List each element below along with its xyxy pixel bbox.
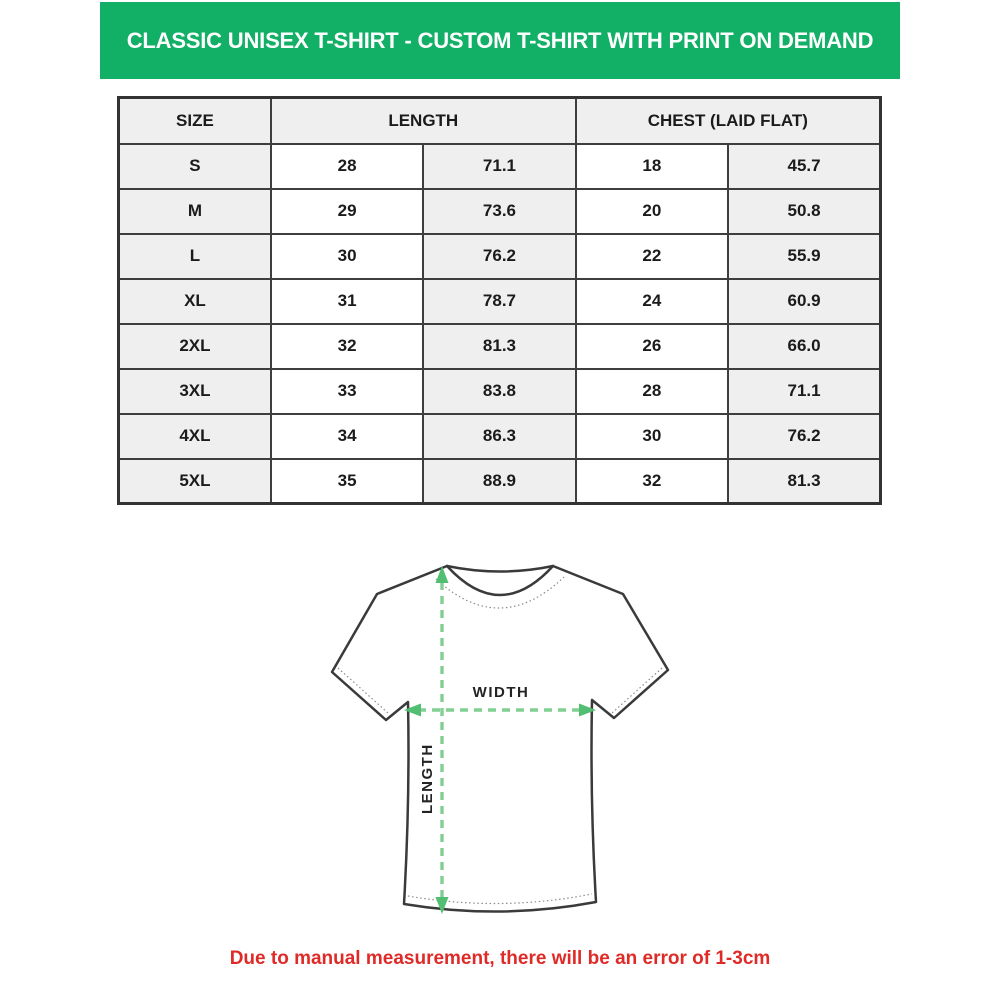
table-row	[119, 414, 881, 459]
chest-cm-cell: 71.1	[728, 369, 880, 414]
length-cm-cell: 83.8	[423, 369, 575, 414]
length-in-cell: 30	[271, 234, 423, 279]
length-cm-cell: 78.7	[423, 279, 575, 324]
size-cell: XL	[119, 279, 271, 324]
size-cell: 2XL	[119, 324, 271, 369]
chest-cm-cell: 50.8	[728, 189, 880, 234]
tshirt-diagram	[320, 550, 680, 940]
col-header-chest: CHEST (LAID FLAT)	[576, 98, 881, 144]
length-in-cell: 35	[271, 459, 423, 504]
length-in-cell: 31	[271, 279, 423, 324]
size-table	[117, 96, 882, 505]
chest-in-cell: 30	[576, 414, 728, 459]
length-in-cell: 32	[271, 324, 423, 369]
chest-in-cell: 32	[576, 459, 728, 504]
length-cm-cell: 88.9	[423, 459, 575, 504]
size-cell: L	[119, 234, 271, 279]
length-cm-cell: 71.1	[423, 144, 575, 189]
chest-in-cell: 20	[576, 189, 728, 234]
table-row	[119, 144, 881, 189]
size-cell: M	[119, 189, 271, 234]
page-title: CLASSIC UNISEX T-SHIRT - CUSTOM T-SHIRT WITH PRINT ON DEMAND	[126, 27, 874, 53]
table-row	[119, 324, 881, 369]
size-cell: S	[119, 144, 271, 189]
length-in-cell: 34	[271, 414, 423, 459]
chest-cm-cell: 55.9	[728, 234, 880, 279]
length-cm-cell: 76.2	[423, 234, 575, 279]
length-in-cell: 28	[271, 144, 423, 189]
length-cm-cell: 81.3	[423, 324, 575, 369]
length-label: LENGTH	[419, 743, 436, 814]
length-cm-cell: 86.3	[423, 414, 575, 459]
table-row	[119, 189, 881, 234]
table-row	[119, 459, 881, 504]
chest-in-cell: 26	[576, 324, 728, 369]
chest-cm-cell: 60.9	[728, 279, 880, 324]
tshirt-outline	[332, 566, 668, 912]
chest-in-cell: 18	[576, 144, 728, 189]
chest-cm-cell: 66.0	[728, 324, 880, 369]
chest-cm-cell: 76.2	[728, 414, 880, 459]
width-label: WIDTH	[472, 684, 530, 701]
table-row	[119, 279, 881, 324]
length-cm-cell: 73.6	[423, 189, 575, 234]
measurement-note-text: Due to manual measurement, there will be an error of 1-3cm	[229, 948, 771, 969]
table-header-row	[119, 98, 881, 144]
title-banner	[100, 2, 900, 79]
col-header-length: LENGTH	[271, 98, 576, 144]
chest-in-cell: 22	[576, 234, 728, 279]
length-in-cell: 29	[271, 189, 423, 234]
size-cell: 3XL	[119, 369, 271, 414]
col-header-size: SIZE	[119, 98, 271, 144]
chest-cm-cell: 81.3	[728, 459, 880, 504]
chest-in-cell: 28	[576, 369, 728, 414]
chest-cm-cell: 45.7	[728, 144, 880, 189]
size-cell: 5XL	[119, 459, 271, 504]
size-cell: 4XL	[119, 414, 271, 459]
measurement-note	[0, 948, 1000, 970]
length-in-cell: 33	[271, 369, 423, 414]
table-row	[119, 369, 881, 414]
table-row	[119, 234, 881, 279]
chest-in-cell: 24	[576, 279, 728, 324]
